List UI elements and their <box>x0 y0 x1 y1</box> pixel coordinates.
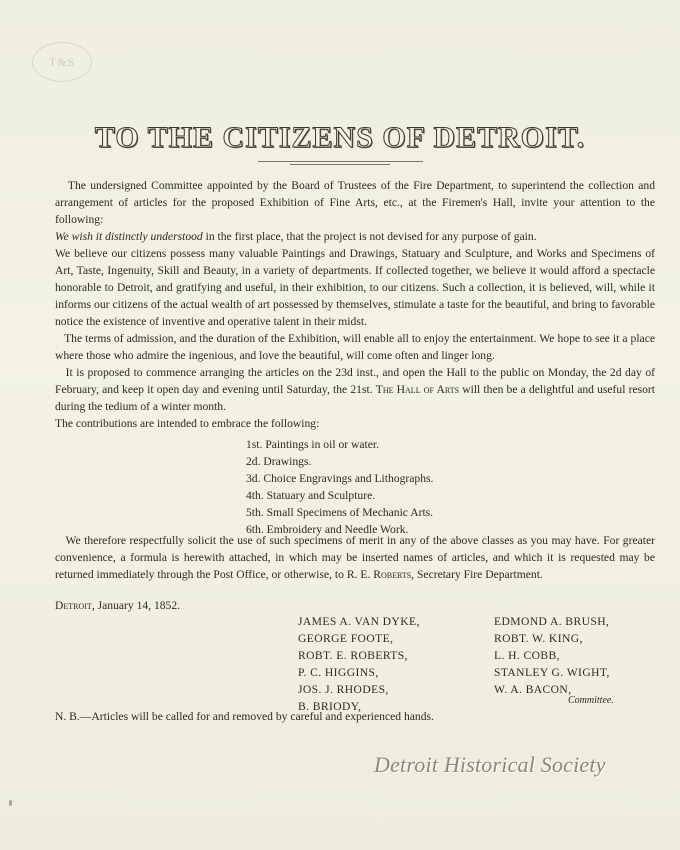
hall-of-arts: The Hall of Arts <box>375 383 460 396</box>
paragraph-schedule: It is proposed to commence arranging the articles on the 23d inst., and open the Hall to the public on Monday, the 2d day of February, and keep it open day and evening until Saturday, the 21st. The Hall of Arts will then be a delightful and useful resort during the tedium of a winter month. <box>55 366 655 413</box>
paragraph-solicitation: We therefore respectfully solicit the use of such specimens of merit in any of the above classes as you may have. For greater convenience, a formula is herewith attached, in which may be inserted names of articles, and which it is requested may be returned immediately through the Post Office, or otherwise, to R. E. Roberts, Secretary Fire Department. <box>55 534 655 581</box>
paragraph-disclaimer: We wish it distinctly understood in the first place, that the project is not devised for any purpose of gain. <box>55 230 537 243</box>
committee-name: W. A. BACON, <box>494 683 572 696</box>
nota-bene: N. B.—Articles will be called for and removed by careful and experienced hands. <box>55 710 434 723</box>
committee-names-right <box>494 613 610 698</box>
embossed-stamp: T&S <box>32 42 92 82</box>
list-item: 4th. Statuary and Sculpture. <box>246 489 376 502</box>
list-item: 3d. Choice Engravings and Lithographs. <box>246 472 434 485</box>
paragraph-intro: The undersigned Committee appointed by the Board of Trustees of the Fire Department, to superintend the collection and arrangement of articles for the proposed Exhibition of Fine Arts, etc., at the Firemen's Hall, invite your attention to the following: <box>55 179 655 226</box>
contribution-list <box>246 436 433 538</box>
paragraph-terms: The terms of admission, and the duration of the Exhibition, will enable all to enjoy the entertainment. We hope to see it a place where those who admire the ingenious, and love the beautiful, will come often and linger long. <box>55 332 655 362</box>
intro-text <box>55 177 655 432</box>
list-item: 5th. Small Specimens of Mechanic Arts. <box>246 506 434 519</box>
paragraph-purpose: We believe our citizens possess many valuable Paintings and Drawings, Statuary and Sculpture, and Works and Specimens of Art, Taste, Ingenuity, Skill and Beauty, in a variety of departments. If collected together, we believe it would afford a spectacle honorable to Detroit, and gratifying and useful, in their exhibition, to our citizens. Such a collection, it is believed, will, while it informs our citizens of the actual wealth of art possessed by themselves, stimulate a taste for the beautiful, and bring to favorable notice the existence of inventive and operative talent in their midst. <box>55 247 655 328</box>
committee-name: EDMOND A. BRUSH, <box>494 615 610 628</box>
committee-name: ROBT. E. ROBERTS, <box>298 649 408 662</box>
committee-label: Committee. <box>568 695 614 706</box>
list-item: 6th. Embroidery and Needle Work. <box>246 523 409 536</box>
committee-name: ROBT. W. KING, <box>494 632 583 645</box>
list-item: 1st. Paintings in oil or water. <box>246 438 379 451</box>
watermark: Detroit Historical Society <box>374 752 606 777</box>
committee-name: JAMES A. VAN DYKE, <box>298 615 420 628</box>
committee-name: L. H. COBB, <box>494 649 560 662</box>
committee-name: B. BRIODY, <box>298 700 362 713</box>
solicitation-text <box>55 532 655 583</box>
paper-blemish <box>9 800 12 806</box>
committee-names-left <box>298 613 420 715</box>
title-rule <box>258 161 423 162</box>
page-title: TO THE CITIZENS OF DETROIT. <box>94 121 586 154</box>
secretary-name: R. E. Roberts <box>346 568 412 581</box>
paragraph-contributions: The contributions are intended to embrace the following: <box>55 417 320 430</box>
committee-name: STANLEY G. WIGHT, <box>494 666 610 679</box>
emphasis-text: We wish it distinctly understood <box>55 230 203 243</box>
dateline: Detroit, January 14, 1852. <box>55 599 181 612</box>
title-rule <box>290 164 390 165</box>
committee-name: GEORGE FOOTE, <box>298 632 394 645</box>
list-item: 2d. Drawings. <box>246 455 312 468</box>
committee-name: P. C. HIGGINS, <box>298 666 379 679</box>
committee-name: JOS. J. RHODES, <box>298 683 389 696</box>
